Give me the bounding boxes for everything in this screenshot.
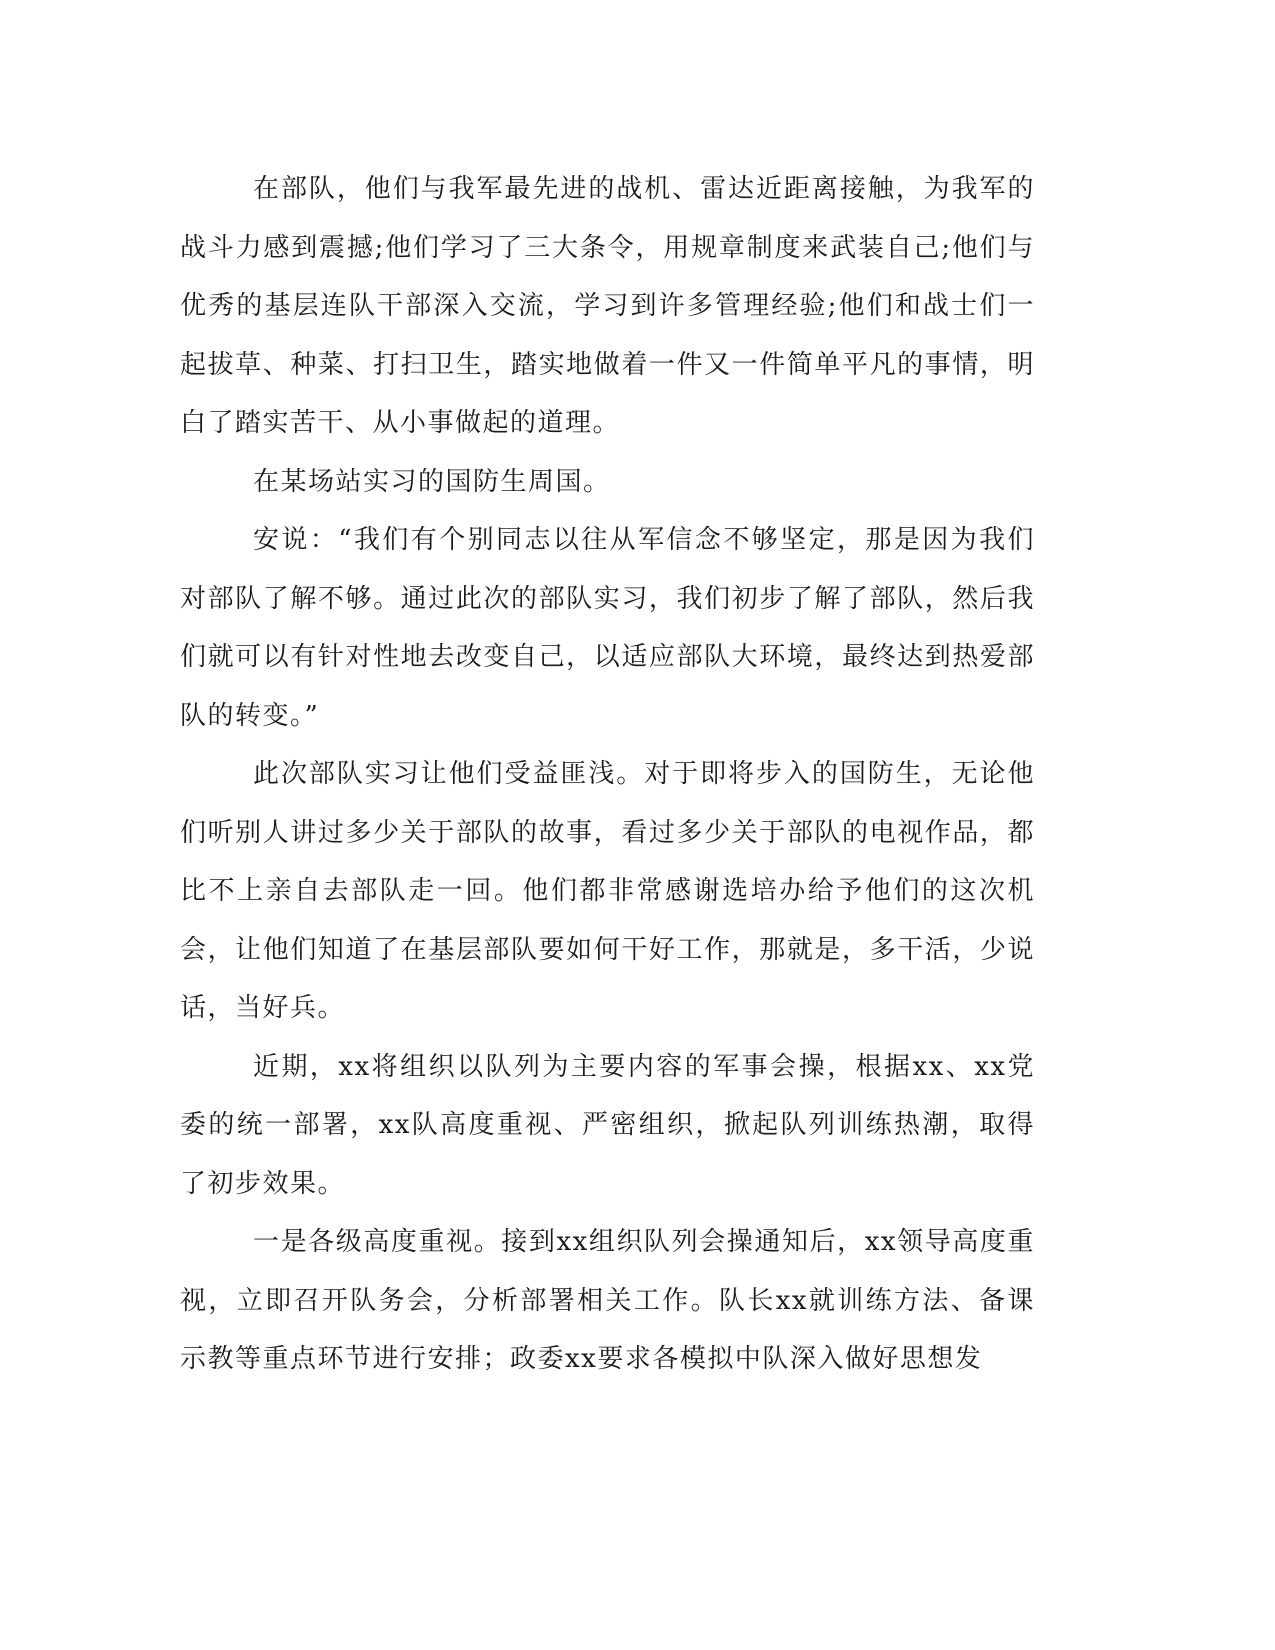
paragraph-2: 在某场站实习的国防生周国。 [253, 466, 611, 497]
paragraph-3: 安说：“我们有个别同志以往从军信念不够坚定，那是因为我们对部队了解不够。通过此次的部队实习，我们初步了解了部队，然后我们就可以有针对性地去改变自己，以适应部队大环境，最终达到热爱部队的转变。” [180, 525, 1035, 731]
paragraph-1: 在部队，他们与我军最先进的战机、雷达近距离接触，为我军的战斗力感到震撼;他们学习了三大条令，用规章制度来武装自己;他们与优秀的基层连队干部深入交流，学习到许多管理经验;他们和战士们一起拔草、种菜、打扫卫生，踏实地做着一件又一件简单平凡的事情，明白了踏实苦干、从小事做起的道理。 [180, 174, 1035, 438]
paragraph-5: 近期，xx将组织以队列为主要内容的军事会操，根据xx、xx党委的统一部署，xx队高度重视、严密组织，掀起队列训练热潮，取得了初步效果。 [180, 1051, 1035, 1199]
document-body [180, 160, 1035, 1389]
paragraph-6: 一是各级高度重视。接到xx组织队列会操通知后，xx领导高度重视，立即召开队务会，分析部署相关工作。队长xx就训练方法、备课示教等重点环节进行安排；政委xx要求各模拟中队深入做好思想发 [180, 1227, 1035, 1374]
paragraph-4: 此次部队实习让他们受益匪浅。对于即将步入的国防生，无论他们听别人讲过多少关于部队的故事，看过多少关于部队的电视作品，都比不上亲自去部队走一回。他们都非常感谢选培办给予他们的这次机会，让他们知道了在基层部队要如何干好工作，那就是，多干活，少说话，当好兵。 [180, 759, 1035, 1023]
